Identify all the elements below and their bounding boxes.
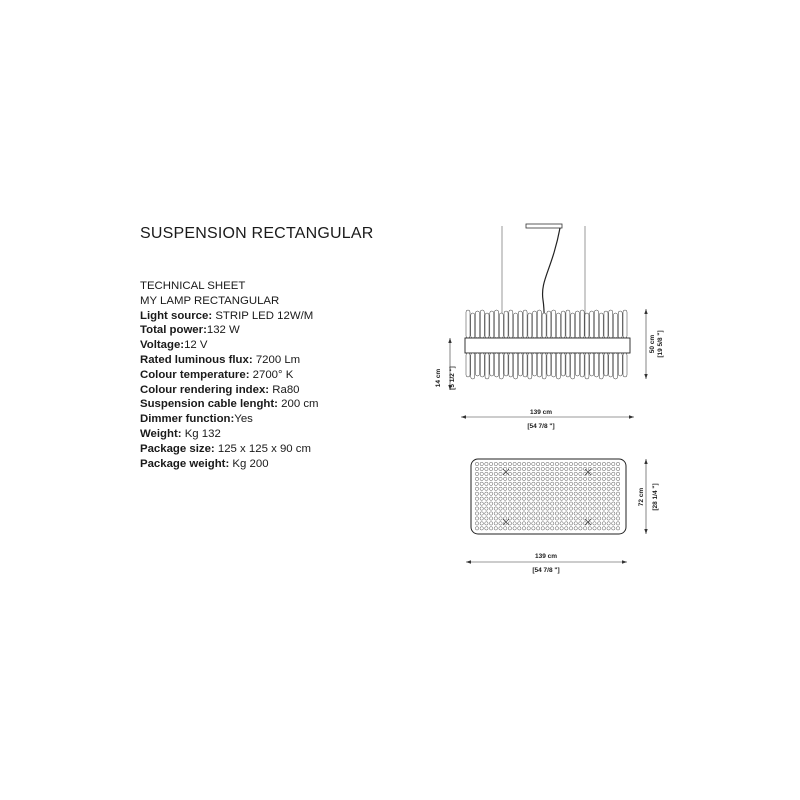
crystal-rod (566, 353, 570, 377)
crystal-rod (552, 310, 556, 338)
ceiling-canopy (526, 224, 562, 228)
crystal-rod (580, 353, 584, 377)
crystal-rod (490, 353, 494, 376)
crystal-rod (485, 313, 489, 338)
crystal-rod (537, 353, 541, 377)
spec-value: 2700° K (249, 368, 294, 381)
top-width-in-label: [54 7/8 "] (532, 567, 560, 574)
crystal-rod (471, 353, 475, 379)
crystal-rod (618, 311, 622, 338)
crystal-rod (466, 353, 470, 377)
spec-value: 200 cm (277, 398, 319, 411)
crystal-rod (490, 311, 494, 338)
sheet-heading: TECHNICAL SHEET (140, 280, 246, 292)
crystal-rod (495, 353, 499, 377)
upper-rods (466, 310, 627, 338)
crystal-rod (561, 311, 565, 338)
spec-label: Suspension cable lenght: (140, 398, 278, 411)
spec-label: Colour temperature: (140, 368, 250, 381)
model-name: MY LAMP RECTANGULAR (140, 294, 280, 307)
body-in-label: [5 1/2 "] (449, 366, 456, 390)
crystal-rod (566, 310, 570, 338)
crystal-rod (485, 353, 489, 379)
crystal-rod (547, 353, 551, 376)
crystal-rod (528, 313, 532, 338)
crystal-rod (518, 311, 522, 338)
crystal-rod (604, 311, 608, 338)
front-view (435, 224, 664, 430)
height-cm-label: 50 cm (649, 334, 656, 354)
crystal-rod (518, 353, 522, 376)
lower-rods (466, 353, 627, 379)
crystal-rod (623, 310, 627, 338)
crystal-rod (599, 353, 603, 379)
page-title: SUSPENSION RECTANGULAR (140, 225, 374, 242)
crystal-rod (580, 310, 584, 338)
crystal-rod (585, 353, 589, 379)
crystal-rod (613, 353, 617, 379)
crystal-rod (571, 353, 575, 379)
crystal-rod (504, 353, 508, 376)
spec-value: STRIP LED 12W/M (212, 309, 314, 322)
crystal-rod (528, 353, 532, 379)
spec-value: Ra80 (269, 383, 300, 396)
crystal-rod (499, 353, 503, 379)
crystal-rod (495, 310, 499, 338)
crystal-rod (533, 311, 537, 338)
crystal-rod (476, 353, 480, 376)
width-cm-label: 139 cm (529, 409, 553, 416)
crystal-rod (466, 310, 470, 338)
spec-value: 7200 Lm (252, 353, 301, 366)
crystal-rod (561, 353, 565, 376)
crystal-rod (547, 311, 551, 338)
crystal-rod (613, 313, 617, 338)
crystal-rod (533, 353, 537, 376)
crystal-rod (590, 311, 594, 338)
depth-in-label: [28 1/4 "] (652, 483, 659, 511)
crystal-rod (594, 353, 598, 377)
spec-label: Weight: (140, 427, 182, 440)
spec-label: Rated luminous flux: (140, 353, 253, 366)
body-cm-label: 14 cm (435, 368, 442, 388)
crystal-rod (575, 311, 579, 338)
spec-label: Colour rendering index: (140, 383, 270, 396)
lamp-body (465, 338, 630, 353)
width-in-label: [54 7/8 "] (527, 423, 555, 430)
spec-label: Voltage: (140, 339, 185, 352)
spec-label: Light source: (140, 309, 213, 322)
crystal-rod (476, 311, 480, 338)
crystal-rod (590, 353, 594, 376)
crystal-rod (604, 353, 608, 376)
crystal-rod (599, 313, 603, 338)
top-width-cm-label: 139 cm (534, 553, 558, 560)
crystal-rod (523, 310, 527, 338)
spec-value: Yes (234, 413, 253, 426)
crystal-rod (609, 353, 613, 377)
crystal-rod (499, 313, 503, 338)
crystal-rod (556, 313, 560, 338)
crystal-rod (480, 310, 484, 338)
crystal-rod (542, 353, 546, 379)
crystal-rod (509, 310, 513, 338)
spec-label: Package size: (140, 442, 215, 455)
top-view (466, 459, 659, 574)
crystal-rod (514, 353, 518, 379)
spec-label: Package weight: (140, 457, 230, 470)
crystal-rod (594, 310, 598, 338)
spec-value: 125 x 125 x 90 cm (214, 442, 311, 455)
crystal-rod (575, 353, 579, 376)
spec-label: Dimmer function: (140, 413, 235, 426)
crystal-rod (523, 353, 527, 377)
crystal-rod (585, 313, 589, 338)
depth-cm-label: 72 cm (638, 487, 645, 507)
crystal-rod (537, 310, 541, 338)
spec-value: Kg 200 (229, 457, 269, 470)
height-in-label: [19 5/8 "] (657, 330, 664, 358)
spec-value: 132 W (206, 324, 240, 337)
spec-value: 12 V (184, 339, 208, 352)
crystal-rod (504, 311, 508, 338)
crystal-rod (571, 313, 575, 338)
crystal-rod (552, 353, 556, 377)
crystal-rod (609, 310, 613, 338)
spec-label: Total power: (140, 324, 207, 337)
crystal-rod (618, 353, 622, 376)
crystal-rod (542, 313, 546, 338)
crystal-rod (556, 353, 560, 379)
crystal-rod (514, 313, 518, 338)
spec-value: Kg 132 (181, 427, 221, 440)
crystal-rod (480, 353, 484, 377)
crystal-rod (623, 353, 627, 377)
crystal-rod (471, 313, 475, 338)
crystal-rod (509, 353, 513, 377)
